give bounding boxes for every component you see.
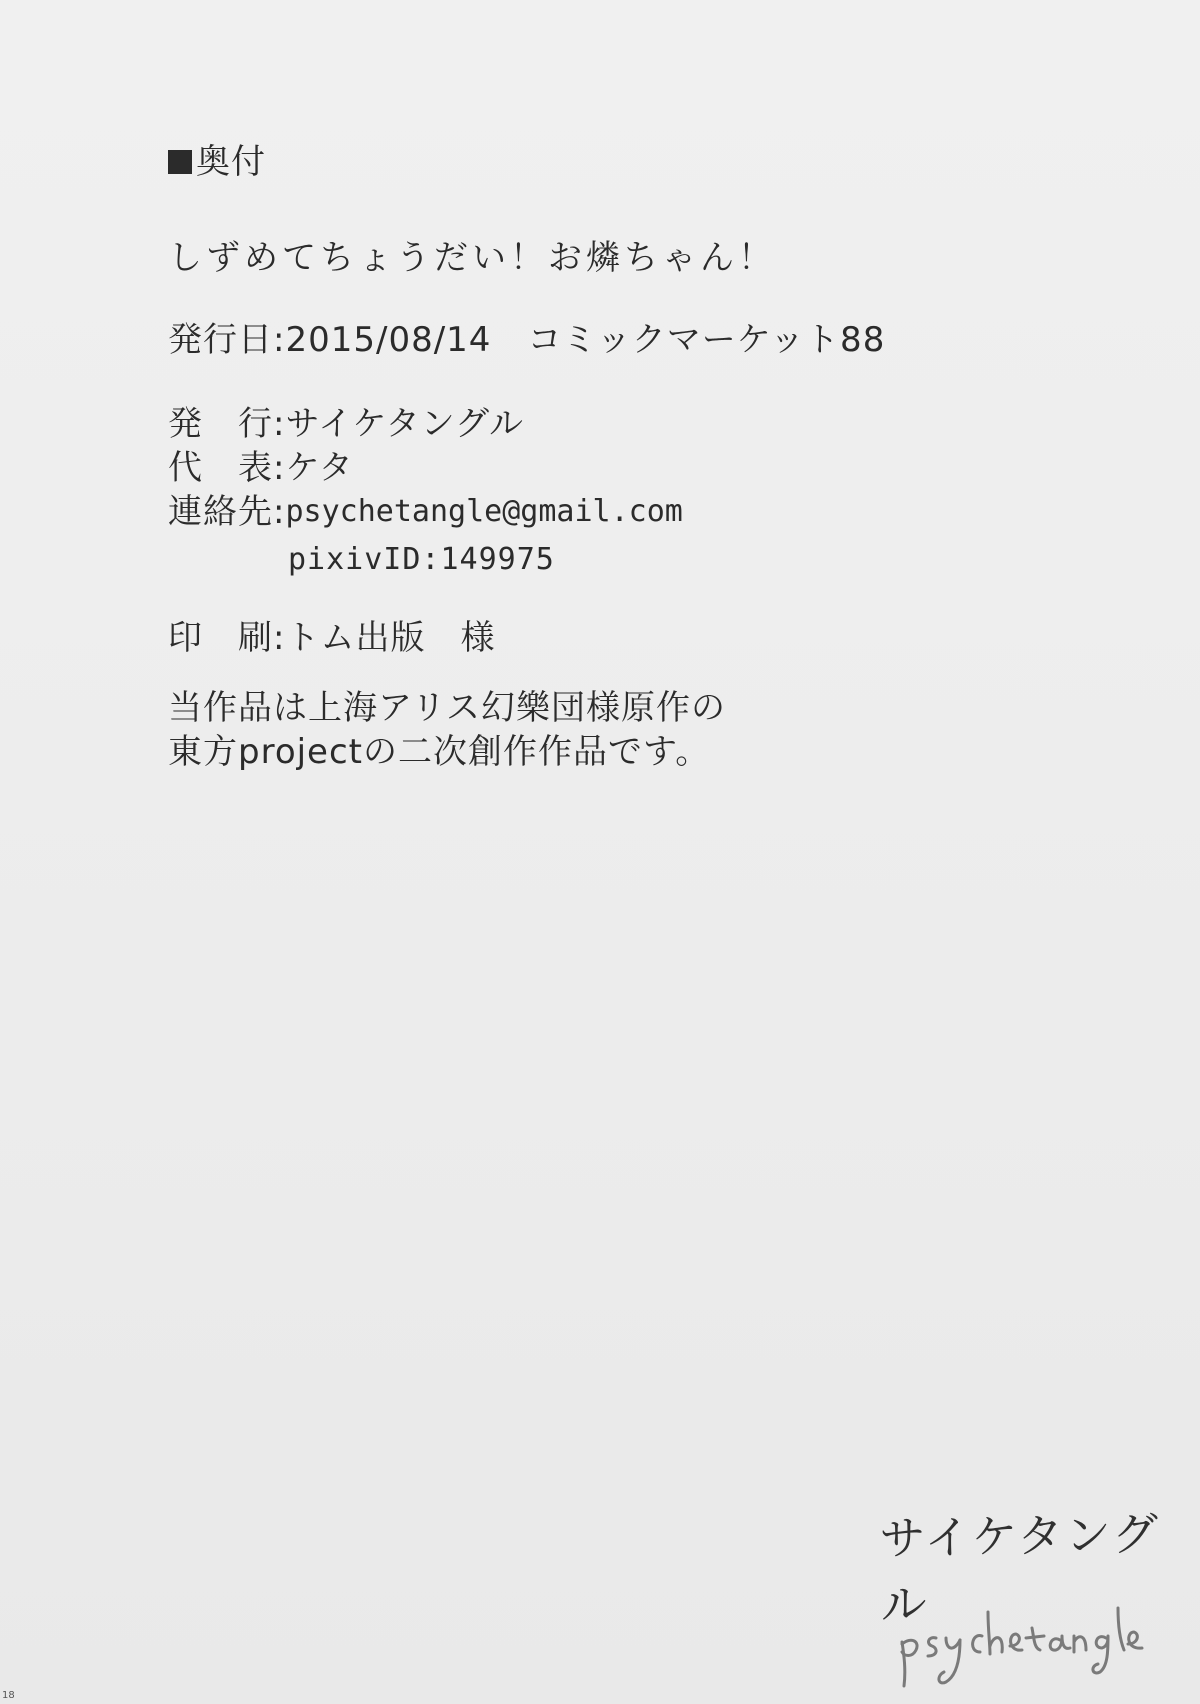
event-name: コミックマーケット88 [527, 320, 886, 360]
copyright-note [168, 686, 1068, 774]
contact-label: 連絡先: [168, 492, 286, 532]
page-number: 18 [2, 1690, 15, 1701]
contact-email: psychetangle@gmail.com [285, 494, 683, 529]
representative-label: 代 表: [168, 448, 286, 488]
printer-label: 印 刷: [168, 618, 286, 658]
circle-signature [880, 1500, 1180, 1690]
issue-line [168, 318, 1068, 362]
book-title: しずめてちょうだい！お燐ちゃん！ [168, 238, 776, 278]
colophon-heading [168, 140, 1068, 184]
publisher-name: サイケタングル [285, 404, 525, 444]
issue-date: 2015/08/14 [285, 320, 492, 360]
printer-row [168, 616, 1068, 660]
note-line-2: 東方projectの二次創作作品です。 [168, 732, 711, 772]
representative-row [168, 446, 1068, 490]
contact-pixiv: pixivID:149975 [288, 542, 555, 577]
black-square-icon [168, 150, 192, 174]
handwritten-signature-logo [880, 1500, 1180, 1690]
note-line-1: 当作品は上海アリス幻樂団様原作の [168, 688, 726, 728]
colophon [168, 140, 1068, 774]
heading-text: 奥付 [196, 142, 266, 182]
signature-kana: サイケタングル [879, 1506, 1161, 1632]
publisher-row [168, 402, 1068, 446]
representative-name: ケタ [285, 448, 354, 488]
contact-row [168, 490, 1068, 534]
publisher-label: 発 行: [168, 404, 286, 444]
issue-date-label: 発行日: [168, 320, 286, 360]
printer-name: トム出版 様 [285, 618, 496, 658]
